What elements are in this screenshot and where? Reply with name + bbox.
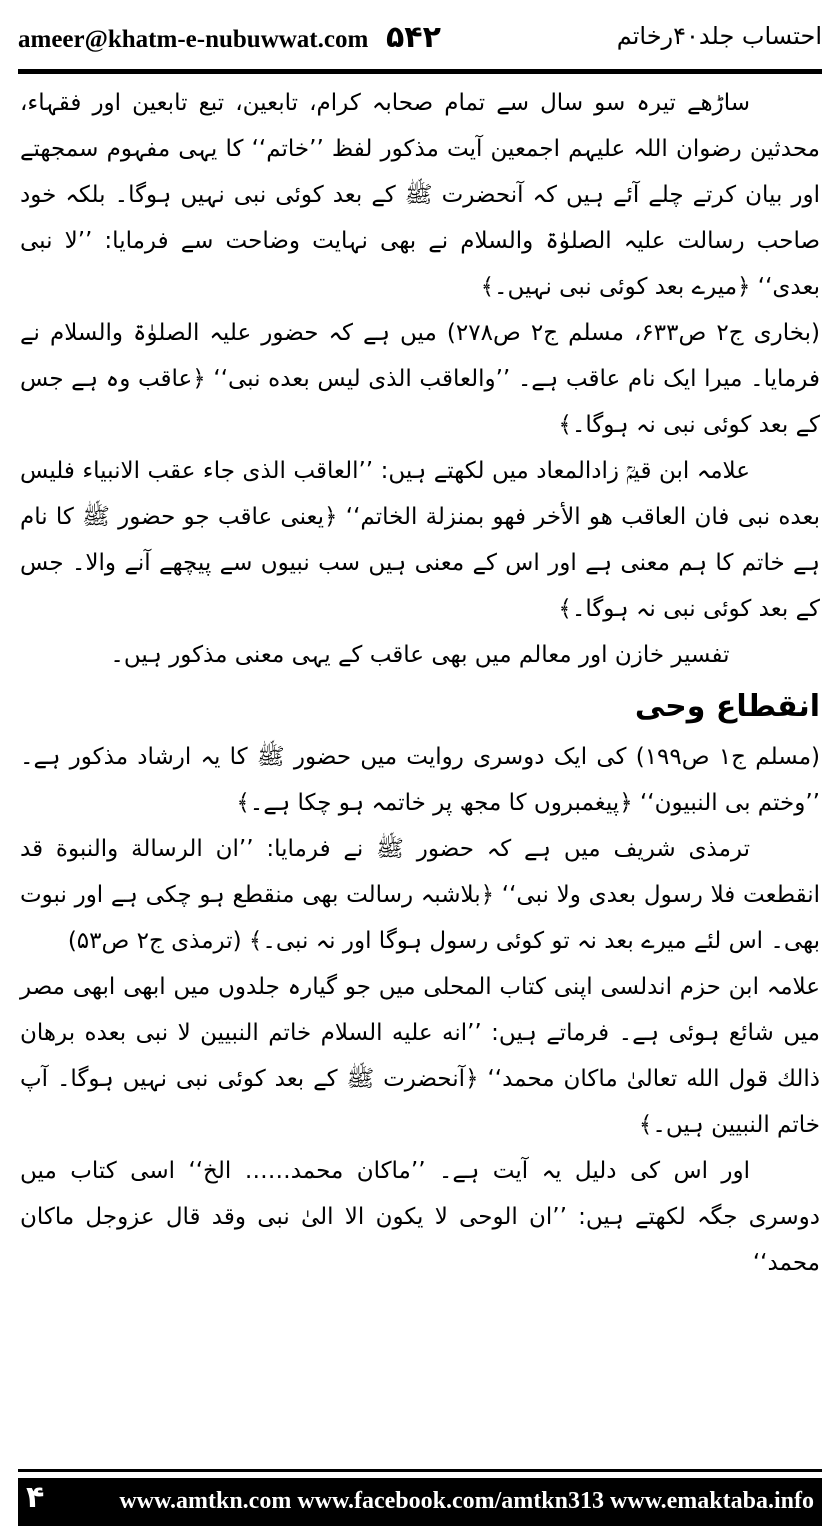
header-divider: [18, 69, 822, 74]
body-text: [20, 80, 820, 1440]
section-heading: انقطاع وحی: [634, 689, 820, 724]
paragraph-8: اور اس کی دلیل یہ آیت ہے۔ ’’ماکان محمد…… الخ‘‘ اسی کتاب میں دوسری جگہ لکھتے ہیں: ’’ان الوحی لا یکون الا الیٰ نبی وقد قال عزوجل ماکان محمد‘‘: [20, 1158, 820, 1276]
paragraph-1: ساڑھے تیرہ سو سال سے تمام صحابہ کرام، تابعین، تبع تابعین اور فقہاء، محدثین رضوان اللہ علیہم اجمعین آیت مذکور لفظ ’’خاتم‘‘ کا یہی مفہوم سمجھتے اور بیان کرتے چلے آئے ہیں کہ آنحضرت ﷺ کے بعد کوئی نبی نہیں ہوگا۔ بلکہ خود صاحب رسالت علیہ الصلوٰۃ والسلام نے بھی نہایت وضاحت سے فرمایا: ’’لا نبی بعدی‘‘ ﴿میرے بعد کوئی نبی نہیں۔﴾: [20, 90, 820, 300]
page-footer: [18, 1478, 822, 1526]
footer-links: www.amtkn.com www.facebook.com/amtkn313 www.emaktaba.info: [119, 1488, 814, 1514]
paragraph-2: (بخاری ج۲ ص۶۳۳، مسلم ج۲ ص۲۷۸) میں ہے کہ حضور علیہ الصلوٰۃ والسلام نے فرمایا۔ میرا ایک نام عاقب ہے۔ ’’والعاقب الذی لیس بعده نبی‘‘ ﴿عاقب وہ ہے جس کے بعد کوئی نبی نہ ہوگا۔﴾: [20, 320, 820, 438]
footer-divider: [18, 1469, 822, 1472]
header-page-number: ۵۴۲: [386, 20, 441, 55]
footer-page-number: ۴: [26, 1480, 45, 1515]
paragraph-7: علامہ ابن حزم اندلسی اپنی کتاب المحلی میں جو گیارہ جلدوں میں ابھی ابھی مصر میں شائع ہوئی ہے۔ فرماتے ہیں: ’’انه علیه السلام خاتم النبیین لا نبی بعده برهان ذالك قول الله تعالیٰ ماکان محمد‘‘ ﴿آنحضرت ﷺ کے بعد کوئی نبی نہیں ہوگا۔ آپ خاتم النبیین ہیں۔﴾: [20, 974, 820, 1138]
header-email: ameer@khatm-e-nubuwwat.com: [18, 26, 369, 53]
paragraph-3: علامہ ابن قیمؒ زادالمعاد میں لکھتے ہیں: ’’العاقب الذی جاء عقب الانبیاء فلیس بعده نبی فان العاقب هو الأخر فهو بمنزلة الخاتم‘‘ ﴿یعنی عاقب جو حضور ﷺ کا نام ہے خاتم کا ہم معنی ہے اور اس کے معنی ہیں سب نبیوں سے پیچھے آنے والا۔ جس کے بعد کوئی نبی نہ ہوگا۔﴾: [20, 458, 820, 622]
paragraph-4: تفسیر خازن اور معالم میں بھی عاقب کے یہی معنی مذکور ہیں۔: [110, 642, 730, 668]
page-header: [18, 14, 822, 66]
header-title: احتساب جلد۴۰رخاتم: [616, 22, 822, 50]
paragraph-5: (مسلم ج۱ ص۱۹۹) کی ایک دوسری روایت میں حضور ﷺ کا یہ ارشاد مذکور ہے۔ ’’وختم بی النبیون‘‘ ﴿پیغمبروں کا مجھ پر خاتمہ ہو چکا ہے۔﴾: [20, 744, 820, 816]
paragraph-6: ترمذی شریف میں ہے کہ حضور ﷺ نے فرمایا: ’’ان الرسالة والنبوة قد انقطعت فلا رسول بعدی ولا نبی‘‘ ﴿بلاشبہ رسالت بھی منقطع ہو چکی ہے اور نبوت بھی۔ اس لئے میرے بعد نہ تو کوئی رسول ہوگا اور نہ نبی۔﴾ (ترمذی ج۲ ص۵۳): [20, 836, 820, 954]
